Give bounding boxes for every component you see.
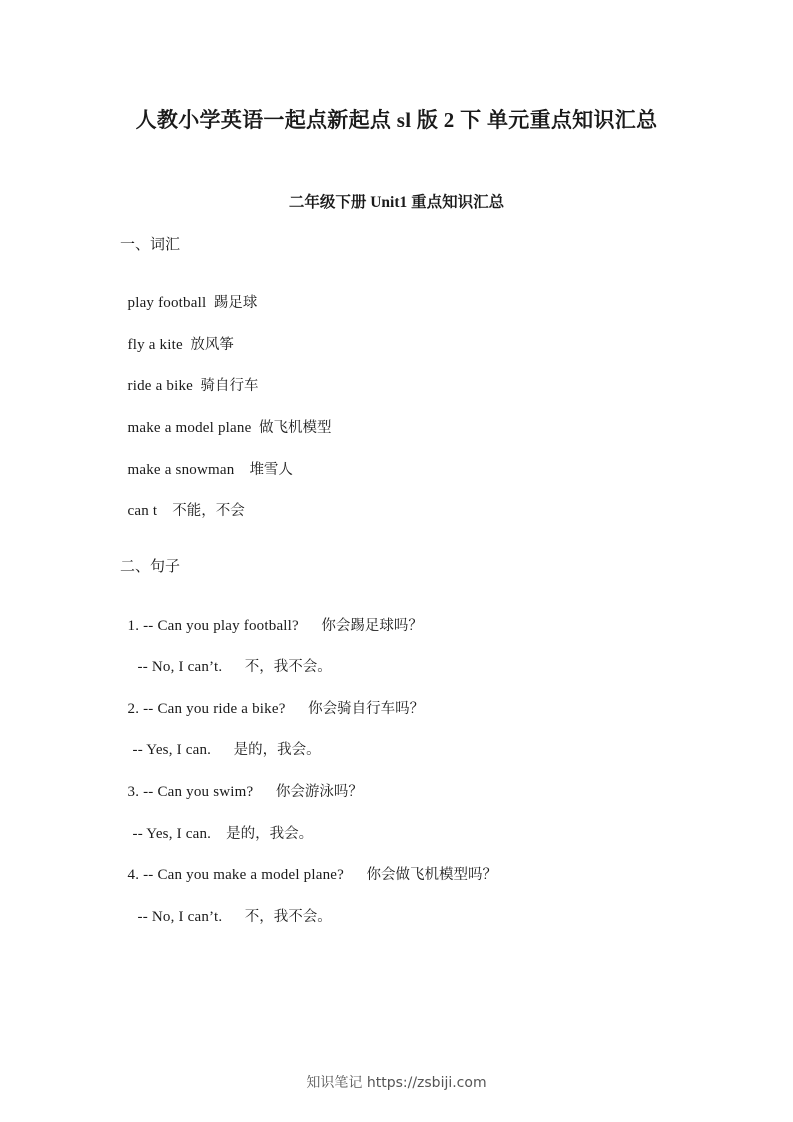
- sentence-answer: [125, 721, 321, 759]
- vocabulary-item: [120, 357, 259, 395]
- sentence-english: 3. -- Can you swim?: [127, 784, 254, 800]
- sentence-answer: [130, 888, 332, 926]
- sentence-english: -- Yes, I can.: [132, 826, 212, 842]
- sentence-chinese: 你会游泳吗？: [275, 784, 363, 800]
- sentence-chinese: 你会做飞机模型吗？: [366, 867, 498, 883]
- vocabulary-chinese: 踢足球: [213, 295, 258, 311]
- sentence-english: -- No, I can’t.: [137, 659, 223, 675]
- vocabulary-english: make a model plane: [127, 420, 252, 436]
- vocabulary-item: [120, 441, 293, 479]
- vocabulary-chinese: 不能，不会: [172, 503, 245, 519]
- sentence-chinese: 不，我不会。: [244, 909, 332, 925]
- sentence-question: [120, 597, 423, 635]
- footer-watermark: 知识笔记 https://zsbiji.com: [306, 1075, 487, 1091]
- document-title: 人教小学英语一起点新起点 sl 版 2 下 单元重点知识汇总: [135, 108, 658, 132]
- vocabulary-chinese: 骑自行车: [200, 378, 259, 394]
- sentence-english: 2. -- Can you ride a bike?: [127, 701, 286, 717]
- vocabulary-item: [120, 274, 257, 312]
- sentence-answer: [125, 805, 313, 843]
- vocabulary-chinese: 堆雪人: [249, 462, 293, 478]
- sentence-chinese: 是的，我会。: [233, 742, 321, 758]
- sentence-english: -- Yes, I can.: [132, 742, 212, 758]
- vocabulary-heading: 一、词汇: [120, 235, 181, 253]
- sentence-question: [120, 846, 497, 884]
- sentence-english: -- No, I can’t.: [137, 909, 223, 925]
- sentence-question: [120, 680, 424, 718]
- vocabulary-item: [120, 482, 245, 520]
- vocabulary-english: can t: [127, 503, 158, 519]
- vocabulary-english: ride a bike: [127, 378, 194, 394]
- sentence-chinese: 你会踢足球吗？: [321, 618, 423, 634]
- vocabulary-chinese: 做飞机模型: [258, 420, 332, 436]
- vocabulary-english: play football: [127, 295, 207, 311]
- sentence-chinese: 你会骑自行车吗？: [308, 701, 425, 717]
- vocabulary-chinese: 放风筝: [190, 337, 234, 353]
- vocabulary-english: make a snowman: [127, 462, 235, 478]
- vocabulary-english: fly a kite: [127, 337, 183, 353]
- sentence-answer: [130, 638, 332, 676]
- sentences-heading: 二、句子: [120, 557, 181, 575]
- section-subtitle: 二年级下册 Unit1 重点知识汇总: [288, 194, 505, 211]
- sentence-english: 4. -- Can you make a model plane?: [127, 867, 345, 883]
- sentence-question: [120, 763, 363, 801]
- sentence-chinese: 是的，我会。: [226, 826, 314, 842]
- sentence-chinese: 不，我不会。: [244, 659, 332, 675]
- sentence-english: 1. -- Can you play football?: [127, 618, 299, 634]
- vocabulary-item: [120, 316, 234, 354]
- vocabulary-item: [120, 399, 331, 437]
